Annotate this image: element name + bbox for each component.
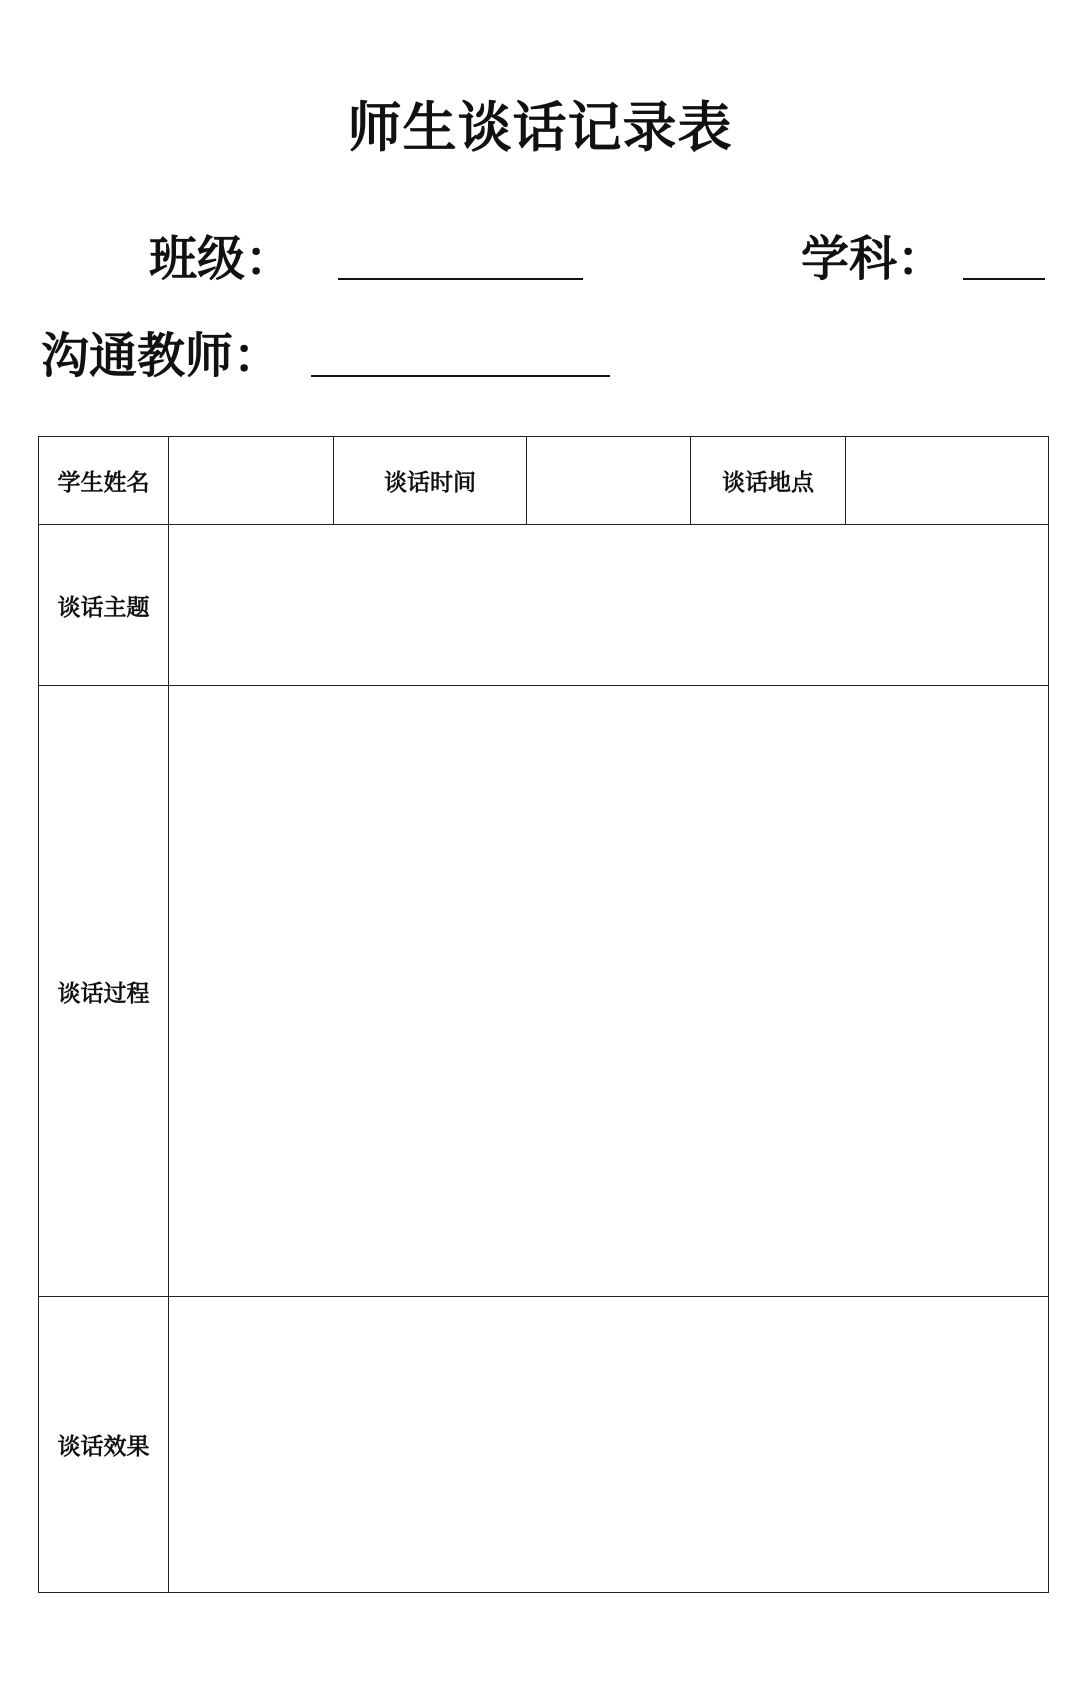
class-label: 班级： [149,231,294,287]
talk-time-label: 谈话时间 [334,437,527,525]
teacher-field[interactable] [311,375,610,377]
subject-field[interactable] [963,278,1045,280]
talk-place-label: 谈话地点 [691,437,846,525]
effect-label: 谈话效果 [39,1297,169,1593]
table-row-process [39,686,1049,1297]
process-label: 谈话过程 [39,686,169,1297]
teacher-label: 沟通教师： [41,328,282,384]
class-field[interactable] [338,278,583,280]
student-name-label: 学生姓名 [39,437,169,525]
table-row-topic [39,525,1049,686]
table-row-basic-info [39,437,1049,525]
subject-label: 学科： [801,231,946,287]
page-title: 师生谈话记录表 [347,96,733,159]
topic-field[interactable] [169,525,1049,686]
talk-place-field[interactable] [846,437,1049,525]
talk-time-field[interactable] [527,437,691,525]
record-table [38,436,1049,1593]
effect-field[interactable] [169,1297,1049,1593]
process-field[interactable] [169,686,1049,1297]
topic-label: 谈话主题 [39,525,169,686]
table-row-effect [39,1297,1049,1593]
student-name-field[interactable] [169,437,334,525]
